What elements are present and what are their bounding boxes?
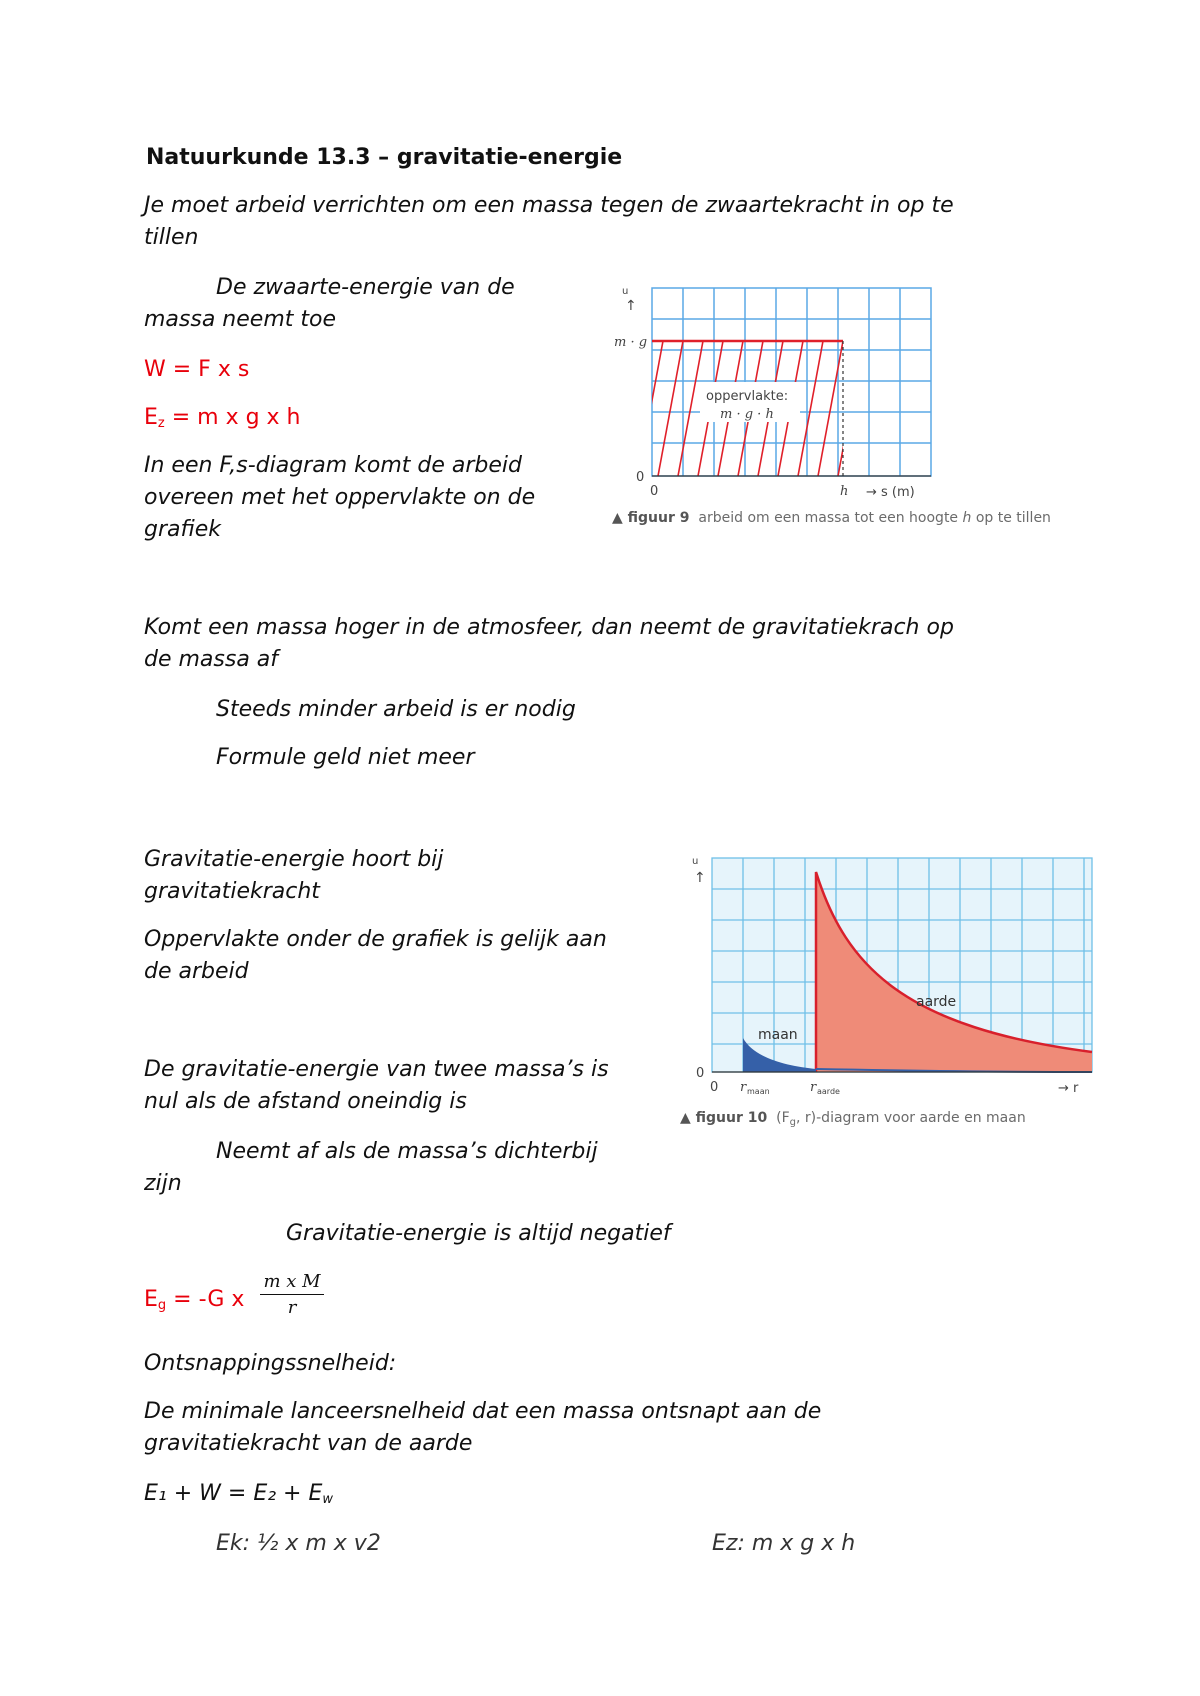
- formula-w: W = F x s: [144, 357, 250, 382]
- figure-10: [676, 848, 1096, 1138]
- fig9-mg-label: m · g: [614, 335, 648, 350]
- fraction-denominator: r: [287, 1297, 297, 1318]
- figure-10-caption-text: (F: [776, 1110, 790, 1126]
- figure-10-caption-sub: g: [789, 1117, 797, 1128]
- formula-ez-rest: = m x g x h: [164, 405, 301, 430]
- figure-9: [608, 276, 1108, 536]
- steeds-line: Steeds minder arbeid is er nodig: [216, 697, 576, 722]
- formula-ez-sub: z: [157, 416, 165, 431]
- figure-9-caption-number: ▲ figuur 9: [612, 510, 690, 526]
- formula-eg-sub: g: [157, 1298, 167, 1313]
- fig9-x-label: → s (m): [866, 485, 915, 500]
- figure-9-caption-end: op te tillen: [975, 510, 1051, 526]
- fig10-zero-y: 0: [696, 1066, 705, 1081]
- fig9-area-label-1: oppervlakte:: [706, 389, 789, 404]
- intro-line-1: Je moet arbeid verrichten om een massa tegen de zwaartekracht in op te: [144, 193, 954, 218]
- ontsnap-title: Ontsnappingssnelheid:: [144, 1351, 397, 1376]
- figure-9-caption-text: arbeid om een massa tot een hoogte: [698, 510, 959, 526]
- fig10-r-maan-sub: maan: [747, 1087, 770, 1096]
- figure-10-diagram: [676, 848, 1096, 1098]
- nul-line-1: De gravitatie-energie van twee massa’s is: [144, 1057, 609, 1082]
- figure-9-caption: [612, 510, 1051, 526]
- fig10-y-top: u: [692, 856, 699, 867]
- fig10-zero-x: 0: [710, 1080, 719, 1095]
- zwaarte-line-2: massa neemt toe: [144, 307, 336, 332]
- ontsnap-line-1: De minimale lanceersnelheid dat een massa ontsnapt aan de: [144, 1399, 822, 1424]
- fig9-zero-x: 0: [650, 484, 659, 499]
- formula-ez-symbol: E: [144, 405, 158, 430]
- fig10-y-arrow: ↑: [694, 870, 706, 886]
- formula-ez: [144, 402, 301, 440]
- formula-eg-rest: = -G x: [166, 1287, 245, 1312]
- grav-line-1: Gravitatie-energie hoort bij: [144, 847, 444, 872]
- formula-eg: [144, 1284, 244, 1322]
- figure-10-caption-end: , r)-diagram voor aarde en maan: [796, 1110, 1026, 1126]
- formule-line: Formule geld niet meer: [216, 745, 475, 770]
- fig10-r-maan: r: [740, 1080, 747, 1095]
- ek-formula: Ek: ½ x m x v2: [216, 1531, 381, 1556]
- fs-line-1: In een F,s-diagram komt de arbeid: [144, 453, 522, 478]
- figure-9-diagram: [608, 276, 1108, 506]
- energy-equation-sub: w: [322, 1492, 333, 1507]
- zwaarte-line-1: De zwaarte-energie van de: [216, 275, 515, 300]
- fig10-r-aarde-sub: aarde: [817, 1087, 840, 1096]
- nul-line-2: nul als de afstand oneindig is: [144, 1089, 467, 1114]
- altijd-line: Gravitatie-energie is altijd negatief: [286, 1221, 671, 1246]
- hoger-line-1: Komt een massa hoger in de atmosfeer, dan neemt de gravitatiekrach op: [144, 615, 954, 640]
- formula-eg-symbol: E: [144, 1287, 158, 1312]
- intro-line-2: tillen: [144, 225, 199, 250]
- fig9-zero-y: 0: [636, 470, 645, 485]
- fraction-numerator: m x M: [260, 1270, 324, 1295]
- figure-10-caption-number: ▲ figuur 10: [680, 1110, 768, 1126]
- fig9-y-arrow: ↑: [625, 298, 637, 314]
- hoger-line-2: de massa af: [144, 647, 279, 672]
- page-title: Natuurkunde 13.3 – gravitatie-energie: [146, 145, 623, 170]
- grav-line-2: gravitatiekracht: [144, 879, 320, 904]
- fig10-maan-label: maan: [758, 1027, 798, 1043]
- neemt-line-2: zijn: [144, 1171, 182, 1196]
- energy-equation: [144, 1478, 333, 1516]
- fig10-x-label: → r: [1058, 1081, 1079, 1096]
- figure-9-caption-h: h: [962, 510, 972, 526]
- opp-line-1: Oppervlakte onder de grafiek is gelijk aan: [144, 927, 607, 952]
- opp-line-2: de arbeid: [144, 959, 249, 984]
- neemt-line-1: Neemt af als de massa’s dichterbij: [216, 1139, 598, 1164]
- ontsnap-line-2: gravitatiekracht van de aarde: [144, 1431, 473, 1456]
- fig10-aarde-label: aarde: [916, 994, 957, 1010]
- formula-eg-fraction: [260, 1270, 324, 1321]
- figure-10-caption: [680, 1110, 1026, 1128]
- ez-formula: Ez: m x g x h: [712, 1531, 856, 1556]
- fs-line-3: grafiek: [144, 517, 221, 542]
- fs-line-2: overeen met het oppervlakte on de: [144, 485, 536, 510]
- fig9-y-top: u: [622, 286, 629, 297]
- energy-equation-text: E₁ + W = E₂ + E: [144, 1481, 323, 1506]
- fig10-r-aarde: r: [810, 1080, 817, 1095]
- fig9-area-label-2: m · g · h: [720, 407, 774, 422]
- fig9-h-label: h: [840, 484, 849, 499]
